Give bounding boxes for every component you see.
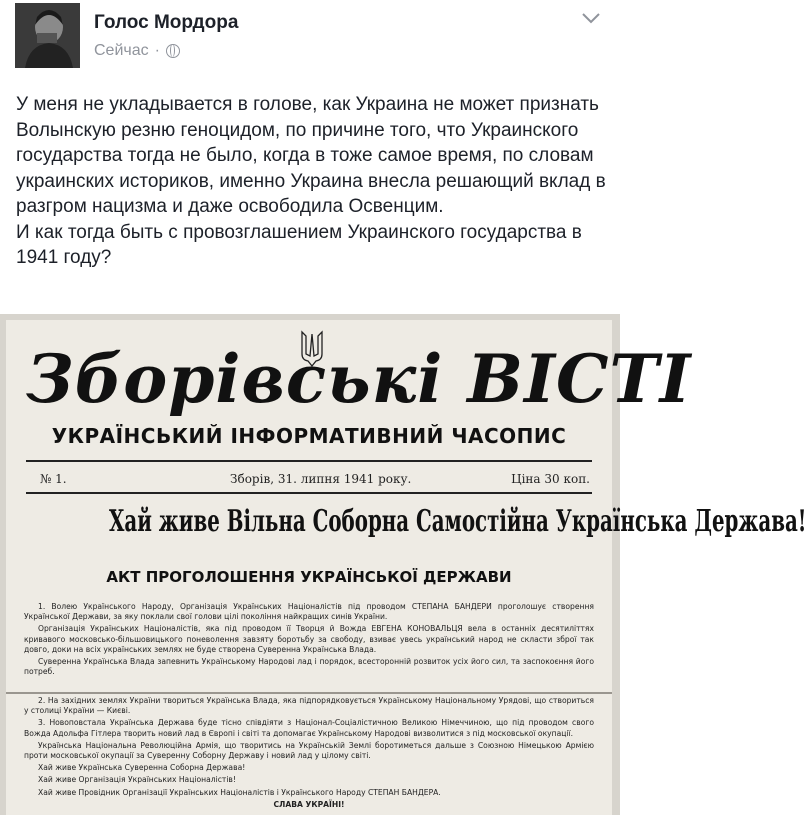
article-cheer: Хай живе Українська Суверенна Соборна Держава! — [38, 763, 246, 773]
meta-separator: · — [154, 42, 160, 59]
post-photo[interactable] — [0, 314, 807, 815]
issue-date: Зборів, 31. липня 1941 року. — [230, 472, 412, 486]
newspaper-subtitle: УКРАЇНСЬКИЙ ІНФОРМАТИВНИЙ ЧАСОПИС — [51, 424, 567, 448]
post-paragraph: У меня не укладывается в голове, как Украина не может признать Волынскую резню геноцидом, по причине того, что Украинского государства тогда не было, когда в тоже самое время, по словам украинских историков, именно Украина внесла решающий вклад в разгром нацизма и даже освободила Освенцим. — [16, 94, 606, 217]
divider — [26, 460, 592, 462]
issue-number: № 1. — [40, 472, 67, 486]
article-paragraph: 2. На західних землях України твориться Українська Влада, яка підпорядковується Українському Національному Урядові, що створиться у столиці України — Києві. — [24, 696, 594, 716]
article-paragraph: 3. Новоповстала Українська Держава буде тісно співдіяти з Націонал-Соціалістичною Великою Німеччиною, що під проводом свого Вожда Адольфа Гітлера творить новий лад в Європі і світі та допомагає Українському Народові визволитися з під московської окупації. — [24, 718, 594, 738]
article-closing: СЛАВА УКРАЇНІ! — [273, 799, 345, 809]
article-top — [24, 602, 594, 679]
post-meta — [94, 42, 180, 60]
article-paragraph: 1. Волею Українського Народу, Організація Українських Націоналістів під проводом СТЕПАНА БАНДЕРИ проголошує створення Української Держави, за яку поклали свої голови цілі покоління найкращих синів України. — [24, 602, 594, 622]
post-header — [0, 0, 620, 80]
divider — [26, 492, 592, 494]
article-bottom — [24, 696, 594, 810]
author-name[interactable]: Голос Мордора — [94, 12, 239, 33]
avatar[interactable] — [15, 3, 80, 68]
article-cheer: Хай живе Організація Українських Націоналістів! — [38, 775, 236, 785]
paper-fold — [6, 692, 612, 694]
article-paragraph: Суверенна Українська Влада запевнить Українському Народові лад і порядок, всесторонній розвиток усіх його сил, та заспокоєння його потреб. — [24, 657, 594, 677]
masthead: Зборівські ВІСТІ — [26, 340, 692, 418]
post-paragraph: И как тогда быть с провозглашением Украинского государства в 1941 году? — [16, 221, 582, 268]
post-time[interactable]: Сейчас — [94, 42, 149, 59]
act-title: АКТ ПРОГОЛОШЕННЯ УКРАЇНСЬКОЇ ДЕРЖАВИ — [106, 568, 512, 586]
issue-price: Ціна 30 коп. — [511, 472, 590, 486]
article-cheer: Хай живе Провідник Організації Українських Націоналістів і Українського Народу СТЕПАН БАНДЕРА. — [38, 787, 441, 797]
article-paragraph: Українська Національна Революційна Армія, що творитись на Українській Землі боротиметься дальше з Союзною Німецькою Армією проти московської окупації за Суверенну Соборну Державу і новий лад у цілому світі. — [24, 740, 594, 761]
post-text — [16, 92, 612, 271]
article-paragraph: Організація Українських Націоналістів, яка під проводом її Творця й Вожда ЕВГЕНА КОНОВАЛЬЦЯ вела в останніх десятиліттях кривавого московсько-більшовицького поневолення завзяту боротьбу за свободу, взиває увесь український народ не скласти зброї так довго, доки на всіх українських землях не буде створена Суверенна Українська Влада. — [24, 624, 594, 654]
globe-icon[interactable] — [166, 44, 180, 58]
newspaper-page — [6, 320, 807, 815]
chevron-down-icon[interactable] — [580, 10, 602, 26]
slogan-headline: Хай живе Вільна Соборна Самостійна Українська Держава! — [109, 504, 807, 539]
